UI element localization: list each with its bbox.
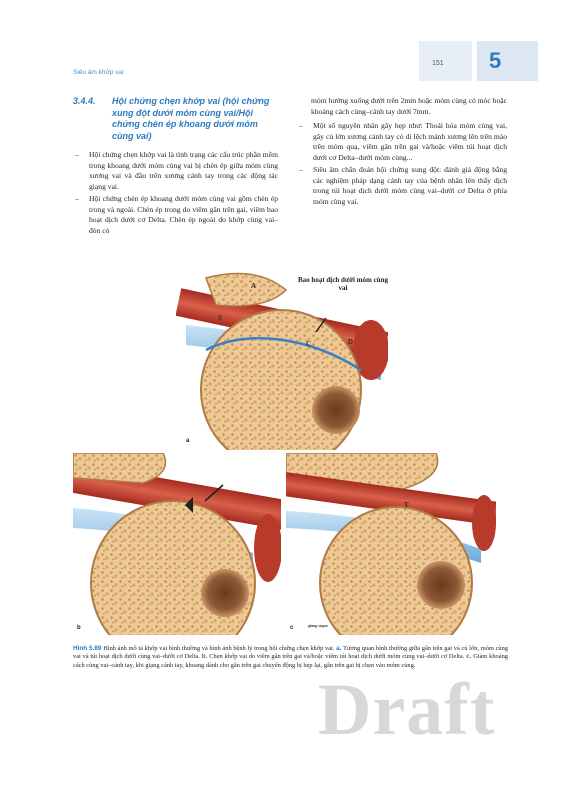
acromion bbox=[73, 453, 166, 483]
caption-marker-a: a. bbox=[336, 645, 342, 652]
bone-lesion bbox=[312, 386, 360, 434]
structure-label-s: S bbox=[218, 314, 222, 322]
continued-text: mỏm hướng xuống dưới trên 2mm hoặc mỏm cùng có móc hoặc khoảng cách cùng–cánh tay dưới 7mm. bbox=[311, 96, 507, 116]
caption-text-a: Tương quan bình thường giữa gân trên gai và củ lớn, mỏm cùng vai và túi hoạt dịch dưới cùng vai–dưới cơ Delta. bbox=[73, 645, 509, 661]
structure-label-a: A bbox=[251, 282, 257, 290]
acromion bbox=[206, 274, 286, 306]
chapter-number: 5 bbox=[489, 48, 502, 73]
page-number: 151 bbox=[432, 60, 444, 67]
artist-signature: giang seqoa bbox=[308, 623, 328, 628]
list-item-text: Hội chứng chẹn khớp vai là tình trạng các cấu trúc phần mềm trong khoang dưới mỏm cùng vai bị chèn ép giữa mỏm cùng xương vai và đầu trên xương cánh tay trong các động tác giạng vai. bbox=[89, 150, 278, 191]
right-column bbox=[297, 96, 507, 209]
section-heading bbox=[73, 96, 278, 142]
caption-marker-b: b. bbox=[201, 653, 208, 661]
bone-lesion bbox=[201, 569, 249, 617]
caption-text-b: Chẹn khớp vai do viêm gân trên gai và/hoặc viêm túi hoạt dịch dưới mỏm cùng vai–dưới cơ Delta. bbox=[209, 653, 465, 661]
caption-text-c: Giảm khoảng cách cùng vai–cánh tay, khi giạng cánh tay, khoang dành cho gân trên gai chuyển động bị hẹp lại, gân trên gai bị chẹn vào mỏm cùng. bbox=[73, 653, 508, 669]
bullet-dash: – bbox=[75, 194, 79, 203]
bone-lesion bbox=[417, 561, 465, 609]
figure-panel-c bbox=[286, 453, 496, 635]
caption-marker-c: c. bbox=[466, 653, 472, 661]
bursa-annotation: Bao hoạt dịch dưới mỏm cùng vai bbox=[298, 276, 388, 292]
page-number-tab bbox=[419, 41, 472, 81]
caption-label: Hình 5.89 bbox=[73, 645, 102, 652]
figure-panel-a bbox=[176, 270, 388, 450]
bullet-dash: – bbox=[299, 165, 303, 174]
panel-label-b: b bbox=[77, 625, 81, 631]
section-number: 3.4.4. bbox=[73, 96, 96, 106]
structure-label-c: C bbox=[306, 340, 312, 348]
list-item bbox=[297, 165, 507, 207]
list-item-text: Siêu âm chẩn đoán hội chứng xung đột: đánh giá động bằng các nghiệm pháp dạng cánh tay của bệnh nhân lên thấy dịch trong túi hoạt dịch dưới mỏm cùng vai–dưới cơ Delta ở phía mỏm cùng vai. bbox=[313, 165, 507, 206]
panel-label-c: c bbox=[290, 625, 294, 631]
left-column bbox=[73, 96, 278, 238]
caption-text: Hình ảnh mô tả khớp vai bình thường và hình ảnh bệnh lý trong hội chứng chẹn khớp vai. bbox=[103, 645, 335, 652]
list-item-text: Hội chứng chèn ép khoang dưới mỏm cùng vai gồm chèn ép trong và ngoài. Chèn ép trong do viêm gân trên gai, viêm bao hoạt dịch dưới cơ Delta. Chèn ép ngoài do khớp cùng vai–đòn có bbox=[89, 194, 278, 235]
bullet-dash: – bbox=[299, 121, 303, 130]
section-title: Hội chứng chẹn khớp vai (hội chứng xung đột dưới mỏm cùng vai/Hội chứng chèn ép khoang dưới mỏm cùng vai) bbox=[112, 96, 270, 141]
list-item bbox=[73, 150, 278, 192]
muscle-d bbox=[472, 495, 496, 551]
figure-panel-b bbox=[73, 453, 281, 635]
list-item bbox=[73, 194, 278, 236]
structure-label-d: D bbox=[348, 338, 354, 346]
panel-label-a: a bbox=[186, 438, 190, 444]
list-item-text: Một số nguyên nhân gây hẹp như: Thoái hóa mỏm cùng vai, gãy củ lớn xương cánh tay có di lệch mảnh xương lên trên mào trên mỏm quạ, viêm gân trên gai và/hoặc viêm túi hoạt dịch dưới cơ Delta–dưới mỏm cùng... bbox=[313, 121, 507, 162]
muscle-d bbox=[254, 514, 281, 582]
draft-watermark: Draft bbox=[318, 669, 496, 751]
running-header: Siêu âm khớp vai bbox=[73, 69, 124, 76]
chapter-tab bbox=[477, 41, 538, 81]
figure-caption bbox=[73, 645, 508, 670]
list-item bbox=[297, 121, 507, 163]
bullet-dash: – bbox=[75, 150, 79, 159]
structure-label-t: T bbox=[404, 501, 409, 509]
